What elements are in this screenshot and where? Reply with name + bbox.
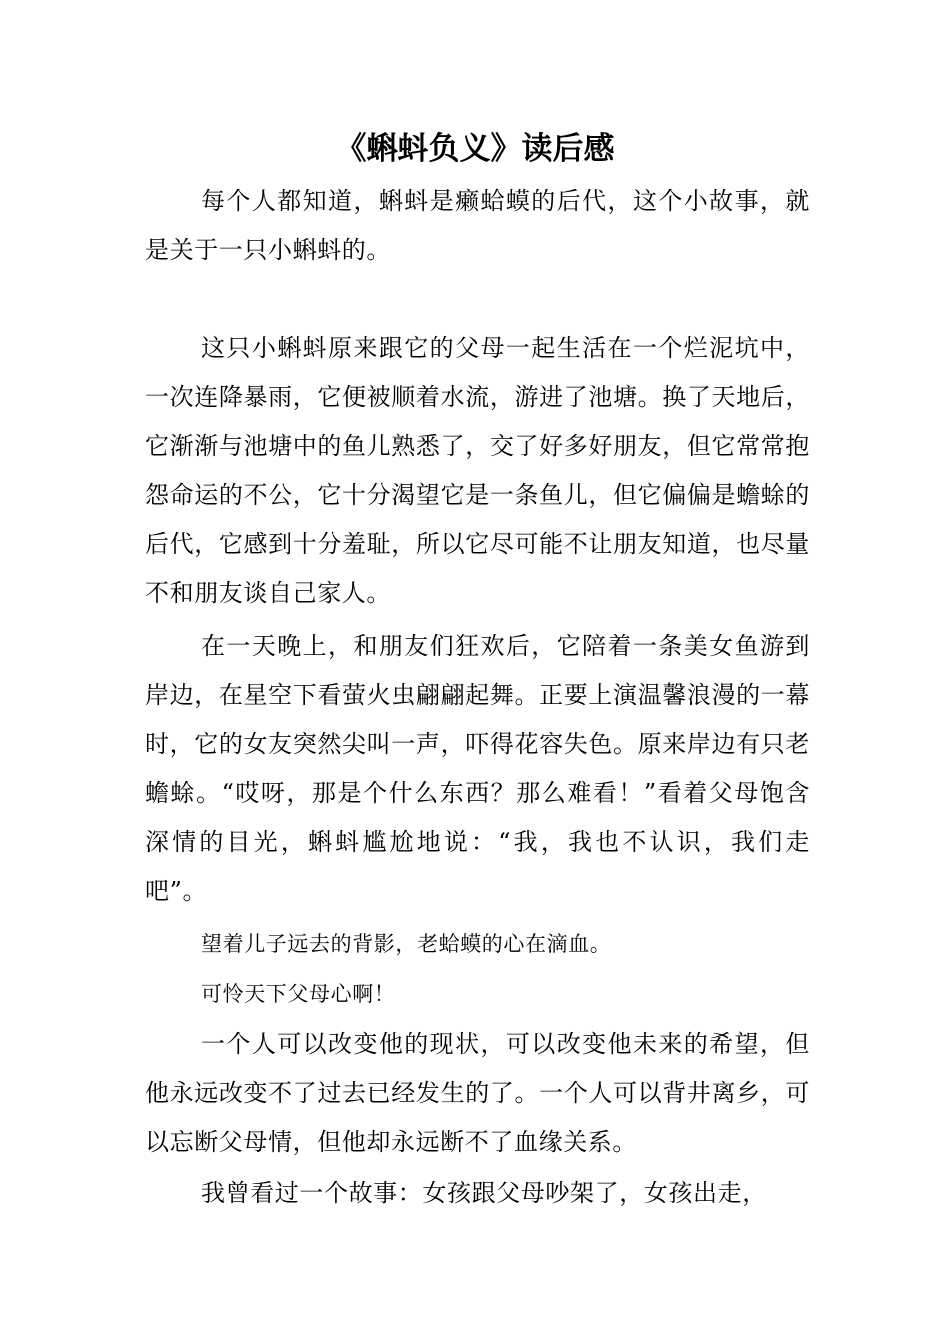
document-title: 《蝌蚪负义》读后感 xyxy=(335,131,615,167)
paragraph-parents-heart: 可怜天下父母心啊！ xyxy=(201,982,396,1006)
paragraph-reflection: 一个人可以改变他的现状，可以改变他未来的希望，但他永远改变不了过去已经发生的了。一个人可以背井离乡，可以忘断父母情，但他却永远断不了血缘关系。 xyxy=(145,1030,810,1156)
paragraph-tadpole-story: 这只小蝌蚪原来跟它的父母一起生活在一个烂泥坑中，一次连降暴雨，它便被顺着水流，游进了池塘。换了天地后，它渐渐与池塘中的鱼儿熟悉了，交了好多好朋友，但它常常抱怨命运的不公，它十分渴望它是一条鱼儿，但它偏偏是蟾蜍的后代，它感到十分羞耻，所以它尽可能不让朋友知道，也尽量不和朋友谈自己家人。 xyxy=(145,334,810,607)
paragraph-night-scene: 在一天晚上，和朋友们狂欢后，它陪着一条美女鱼游到岸边，在星空下看萤火虫翩翩起舞。正要上演温馨浪漫的一幕时，它的女友突然尖叫一声，吓得花容失色。原来岸边有只老蟾蜍。“哎呀，那是个什么东西？那么难看！”看着父母饱含深情的目光，蝌蚪尴尬地说：“我，我也不认识，我们走吧”。 xyxy=(145,632,810,905)
paragraph-intro: 每个人都知道，蝌蚪是癞蛤蟆的后代，这个小故事，就是关于一只小蝌蚪的。 xyxy=(145,187,810,264)
paragraph-old-toad: 望着儿子远去的背影，老蛤蟆的心在滴血。 xyxy=(201,932,612,956)
paragraph-another-story: 我曾看过一个故事：女孩跟父母吵架了，女孩出走， xyxy=(201,1179,767,1207)
